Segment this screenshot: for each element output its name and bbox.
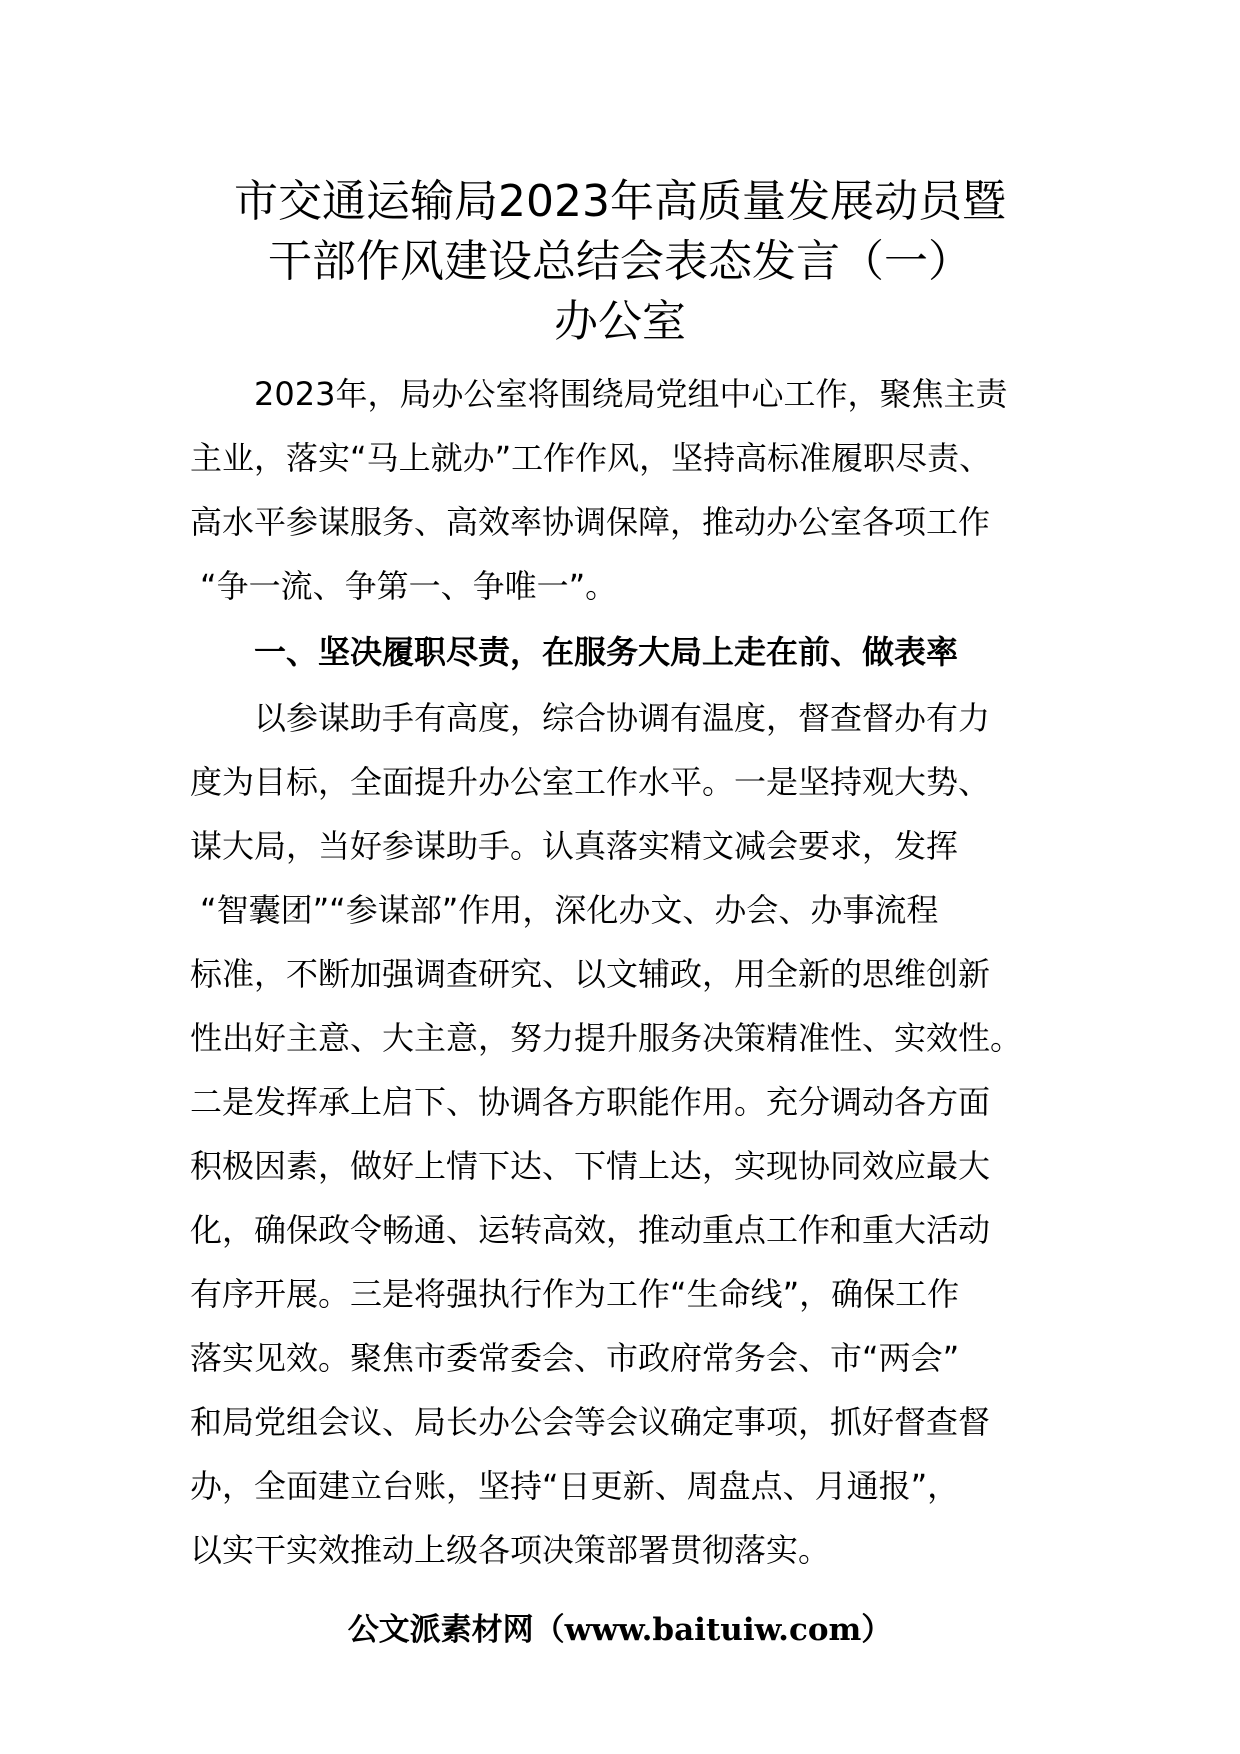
paragraph-2-line-11: 落实见效。聚焦市委常委会、市政府常务会、市“两会” [190, 1339, 960, 1377]
paragraph-1-line-3: 高水平参谋服务、高效率协调保障，推动办公室各项工作 [190, 503, 991, 541]
paragraph-2-line-9: 化，确保政令畅通、运转高效，推动重点工作和重大活动 [190, 1211, 991, 1249]
paragraph-2-line-2: 度为目标，全面提升办公室工作水平。一是坚持观大势、 [190, 763, 991, 801]
paragraph-2-line-13: 办，全面建立台账，坚持“日更新、周盘点、月通报”， [190, 1467, 960, 1505]
paragraph-2-line-1: 以参谋助手有高度，综合协调有温度，督查督办有力 [254, 699, 991, 737]
paragraph-1-line-2: 主业，落实“马上就办”工作作风，坚持高标准履职尽责、 [190, 439, 992, 477]
paragraph-2-line-12: 和局党组会议、局长办公会等会议确定事项，抓好督查督 [190, 1403, 991, 1441]
paragraph-1-line-4: “争一流、争第一、争唯一”。 [200, 567, 618, 605]
section-1-heading: 一、坚决履职尽责，在服务大局上走在前、做表率 [254, 633, 959, 671]
paragraph-1-line-1: 2023年，局办公室将围绕局党组中心工作，聚焦主责 [254, 375, 1008, 413]
footer-watermark: 公文派素材网（www.baituiw.com） [347, 1612, 893, 1648]
paragraph-2-line-3: 谋大局，当好参谋助手。认真落实精文减会要求，发挥 [190, 827, 959, 865]
title-line-1: 市交通运输局2023年高质量发展动员暨 [234, 176, 1006, 227]
title-line-2: 干部作风建设总结会表态发言（一） [268, 236, 972, 287]
paragraph-2-line-7: 二是发挥承上启下、协调各方职能作用。充分调动各方面 [190, 1083, 991, 1121]
paragraph-2-line-4: “智囊团”“参谋部”作用，深化办文、办会、办事流程 [200, 891, 939, 929]
paragraph-2-line-8: 积极因素，做好上情下达、下情上达，实现协同效应最大 [190, 1147, 991, 1185]
paragraph-2-line-6: 性出好主意、大主意，努力提升服务决策精准性、实效性。 [190, 1019, 1023, 1057]
paragraph-2-line-14: 以实干实效推动上级各项决策部署贯彻落实。 [190, 1531, 831, 1569]
paragraph-2-line-5: 标准，不断加强调查研究、以文辅政，用全新的思维创新 [190, 955, 991, 993]
paragraph-2-line-10: 有序开展。三是将强执行作为工作“生命线”，确保工作 [190, 1275, 960, 1313]
title-office: 办公室 [554, 296, 686, 347]
